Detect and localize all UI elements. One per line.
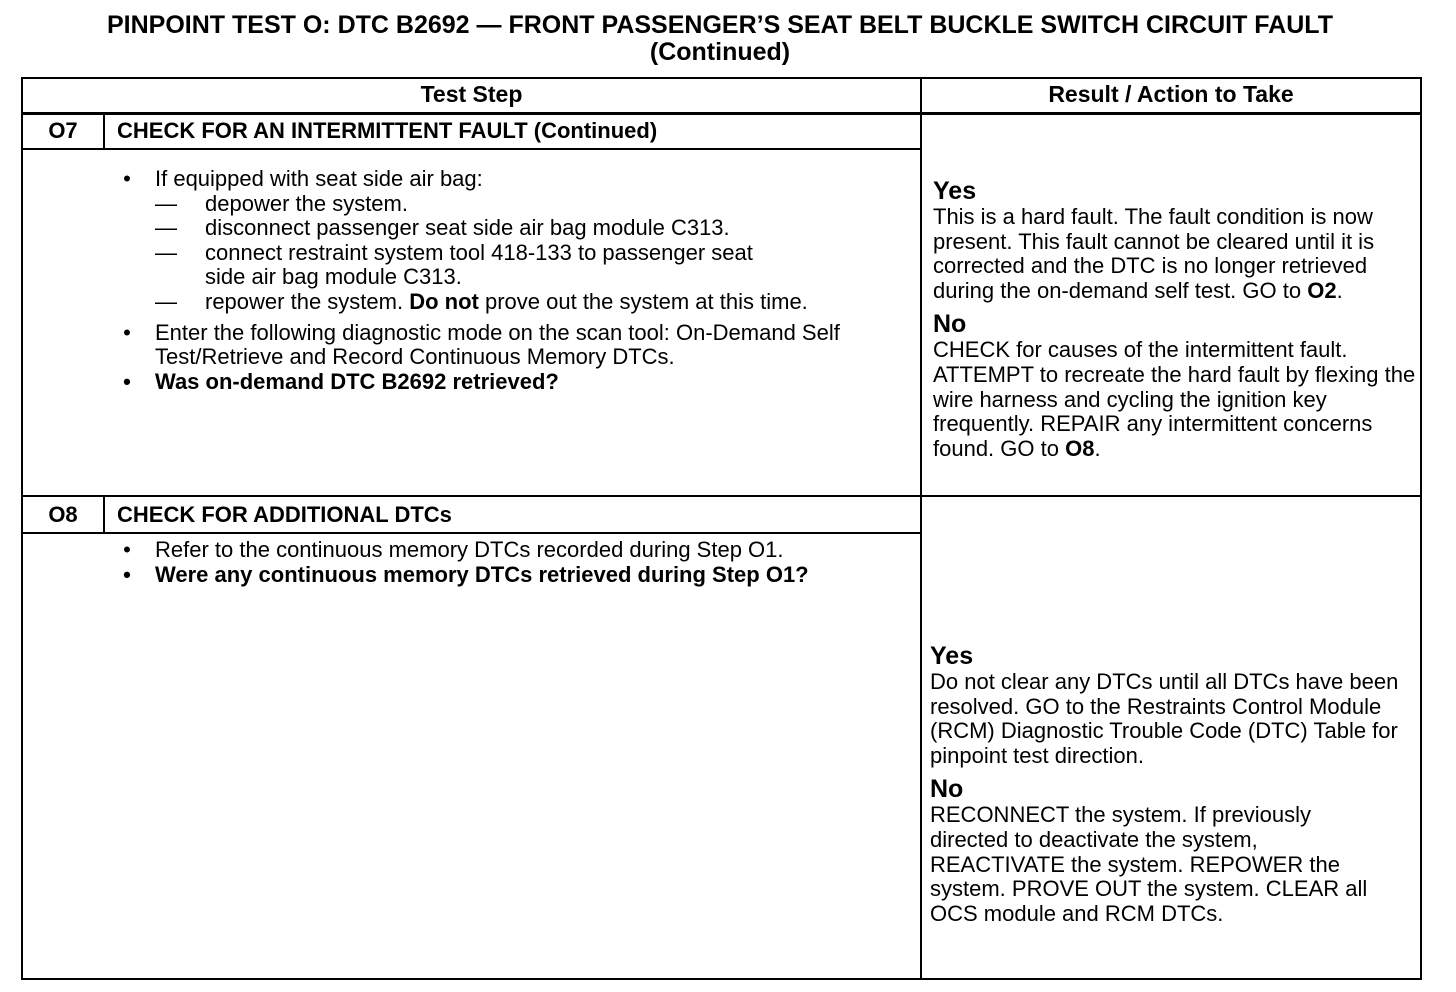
header-divider — [21, 112, 1422, 115]
list-item — [117, 563, 907, 588]
header-result-action: Result / Action to Take — [1048, 81, 1294, 107]
list-item — [117, 321, 907, 370]
bullet-mark: • — [123, 319, 131, 345]
page-title — [0, 12, 1440, 66]
step-id-o7: O7 — [48, 118, 78, 143]
bullet-question: Were any continuous memory DTCs retrieved during Step O1? — [155, 561, 809, 587]
table-left-border — [21, 77, 23, 980]
step-row-divider — [21, 495, 1422, 497]
bullet-mark: • — [123, 537, 131, 562]
result-yes-label: Yes — [930, 642, 974, 670]
list-item — [117, 167, 907, 315]
step-heading-o8: CHECK FOR ADDITIONAL DTCs — [117, 502, 452, 527]
dash-text: connect restraint system tool 418-133 to passenger seat side air bag module C313. — [205, 239, 753, 290]
step-heading-o7: CHECK FOR AN INTERMITTENT FAULT (Continued) — [117, 118, 658, 143]
table-bottom-border — [21, 978, 1422, 980]
step-id-o8: O8 — [48, 502, 78, 527]
dash-mark: — — [155, 215, 177, 241]
step-o7-instructions — [117, 167, 907, 394]
dash-mark: — — [155, 190, 177, 216]
dash-mark: — — [155, 288, 177, 314]
header-test-step: Test Step — [420, 81, 523, 107]
title-line-1: PINPOINT TEST O: DTC B2692 — FRONT PASSENGER’S SEAT BELT BUCKLE SWITCH CIRCUIT FAULT — [107, 11, 1333, 39]
dash-mark: — — [155, 239, 177, 265]
o7-id-divider — [103, 114, 105, 149]
table-top-border — [21, 77, 1422, 79]
result-yes-label: Yes — [933, 177, 977, 205]
list-item — [117, 370, 907, 395]
step-o8-instructions — [117, 538, 907, 587]
bullet-mark: • — [123, 166, 131, 191]
result-no-text: CHECK for causes of the intermittent fault. ATTEMPT to recreate the hard fault by flexing the wire harness and cycling the ignition key frequently. REPAIR any intermittent concerns found. GO to O8. — [933, 337, 1416, 461]
bullet-mark: • — [123, 368, 131, 394]
bullet-text: Refer to the continuous memory DTCs recorded during Step O1. — [155, 537, 784, 562]
goto-step-ref: O2 — [1307, 277, 1337, 303]
result-no-label: No — [930, 775, 964, 804]
dash-text-bold: Do not — [409, 288, 479, 314]
sub-list-item — [155, 216, 907, 241]
dash-text-post: prove out the system at this time. — [484, 288, 808, 314]
sub-list-item — [155, 241, 907, 290]
o8-id-divider — [103, 497, 105, 533]
o7-heading-divider — [21, 148, 922, 150]
o8-heading-divider — [21, 532, 922, 534]
result-no-label: No — [933, 310, 967, 339]
dash-text: disconnect passenger seat side air bag module C313. — [205, 215, 730, 241]
goto-step-ref: O8 — [1065, 435, 1095, 461]
column-divider — [920, 77, 922, 980]
result-yes-text: This is a hard fault. The fault condition is now present. This fault cannot be cleared until it is corrected and the DTC is no longer retrieved during the on-demand self test. GO to O2. — [933, 204, 1375, 303]
step-o7-results — [933, 178, 1417, 461]
sub-list-item — [155, 290, 907, 315]
title-line-2: (Continued) — [649, 38, 791, 66]
table-right-border — [1420, 77, 1422, 980]
bullet-text: If equipped with seat side air bag: — [155, 166, 483, 191]
step-o8-results — [930, 643, 1417, 926]
list-item — [117, 538, 907, 563]
bullet-question: Was on-demand DTC B2692 retrieved? — [155, 368, 559, 394]
result-no-text: RECONNECT the system. If previously directed to deactivate the system, REACTIVATE the system. REPOWER the system. PROVE OUT the system. CLEAR all OCS module and RCM DTCs. — [930, 802, 1368, 926]
bullet-text: Enter the following diagnostic mode on the scan tool: On-Demand Self Test/Retrieve and Record Continuous Memory DTCs. — [155, 319, 840, 370]
dash-text-pre: repower the system. — [205, 288, 404, 314]
dash-text: depower the system. — [205, 190, 408, 216]
result-yes-text: Do not clear any DTCs until all DTCs have been resolved. GO to the Restraints Control Module (RCM) Diagnostic Trouble Code (DTC) Table for pinpoint test direction. — [930, 669, 1399, 768]
bullet-mark: • — [123, 561, 131, 587]
sub-list-item — [155, 192, 907, 217]
